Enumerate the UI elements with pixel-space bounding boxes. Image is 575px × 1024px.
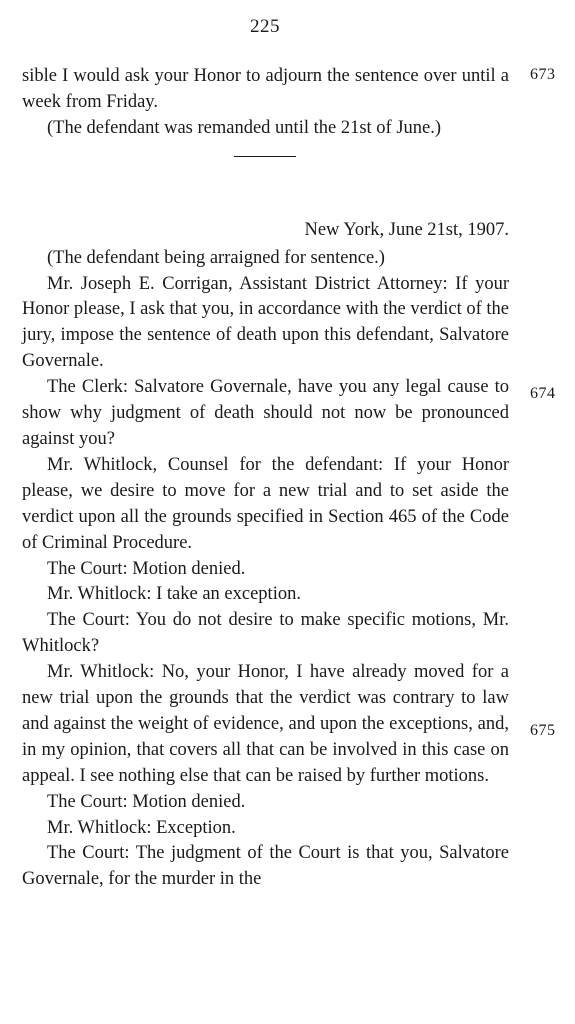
dateline: New York, June 21st, 1907. <box>304 219 509 240</box>
margin-number-673: 673 <box>530 66 556 83</box>
section-divider <box>234 156 296 157</box>
paragraph-whitlock-exception-2: Mr. Whitlock: Exception. <box>47 817 236 838</box>
paragraph-arraigned: (The defendant being arraigned for sentence.) <box>47 247 385 268</box>
paragraph-clerk: The Clerk: Salvatore Governale, have you any legal cause to show why judgment of death should not now be pronounced against you? <box>22 377 509 449</box>
paragraph-continued: sible I would ask your Honor to adjourn the sentence over until a week from Friday. <box>22 66 509 112</box>
paragraph-corrigan: Mr. Joseph E. Corrigan, Assistant District Attorney: If your Honor please, I ask that you, in accordance with the verdict of the jury, impose the sentence of death upon this defendant, Salvatore Governale. <box>22 273 509 372</box>
paragraph-whitlock-exception: Mr. Whitlock: I take an exception. <box>47 584 301 605</box>
paragraph-court-judgment: The Court: The judgment of the Court is that you, Salvatore Governale, for the murder in the <box>22 843 509 890</box>
paragraph-court-denied-2: The Court: Motion denied. <box>47 791 246 812</box>
paragraph-remand: (The defendant was remanded until the 21st of June.) <box>47 117 442 138</box>
paragraph-court-question: The Court: You do not desire to make specific motions, Mr. Whitlock? <box>22 610 509 657</box>
section-divider-wrap <box>22 142 509 218</box>
margin-number-675: 675 <box>530 722 556 739</box>
margin-number-674: 674 <box>530 385 556 402</box>
paragraph-court-denied: The Court: Motion denied. <box>47 558 246 579</box>
text-column <box>22 64 509 893</box>
paragraph-whitlock-motion: Mr. Whitlock, Counsel for the defendant: If your Honor please, we desire to move for a new trial and to set aside the verdict upon all the grounds specified in Section 465 of the Code of Criminal Procedure. <box>22 454 509 553</box>
page-number: 225 <box>250 16 280 37</box>
paragraph-whitlock-answer: Mr. Whitlock: No, your Honor, I have already moved for a new trial upon the grounds that the verdict was contrary to law and against the weight of evidence, and upon the exceptions, and, in my opinion, that covers all that can be involved in this case on appeal. I see nothing else that can be raised by further motions. <box>22 662 509 786</box>
